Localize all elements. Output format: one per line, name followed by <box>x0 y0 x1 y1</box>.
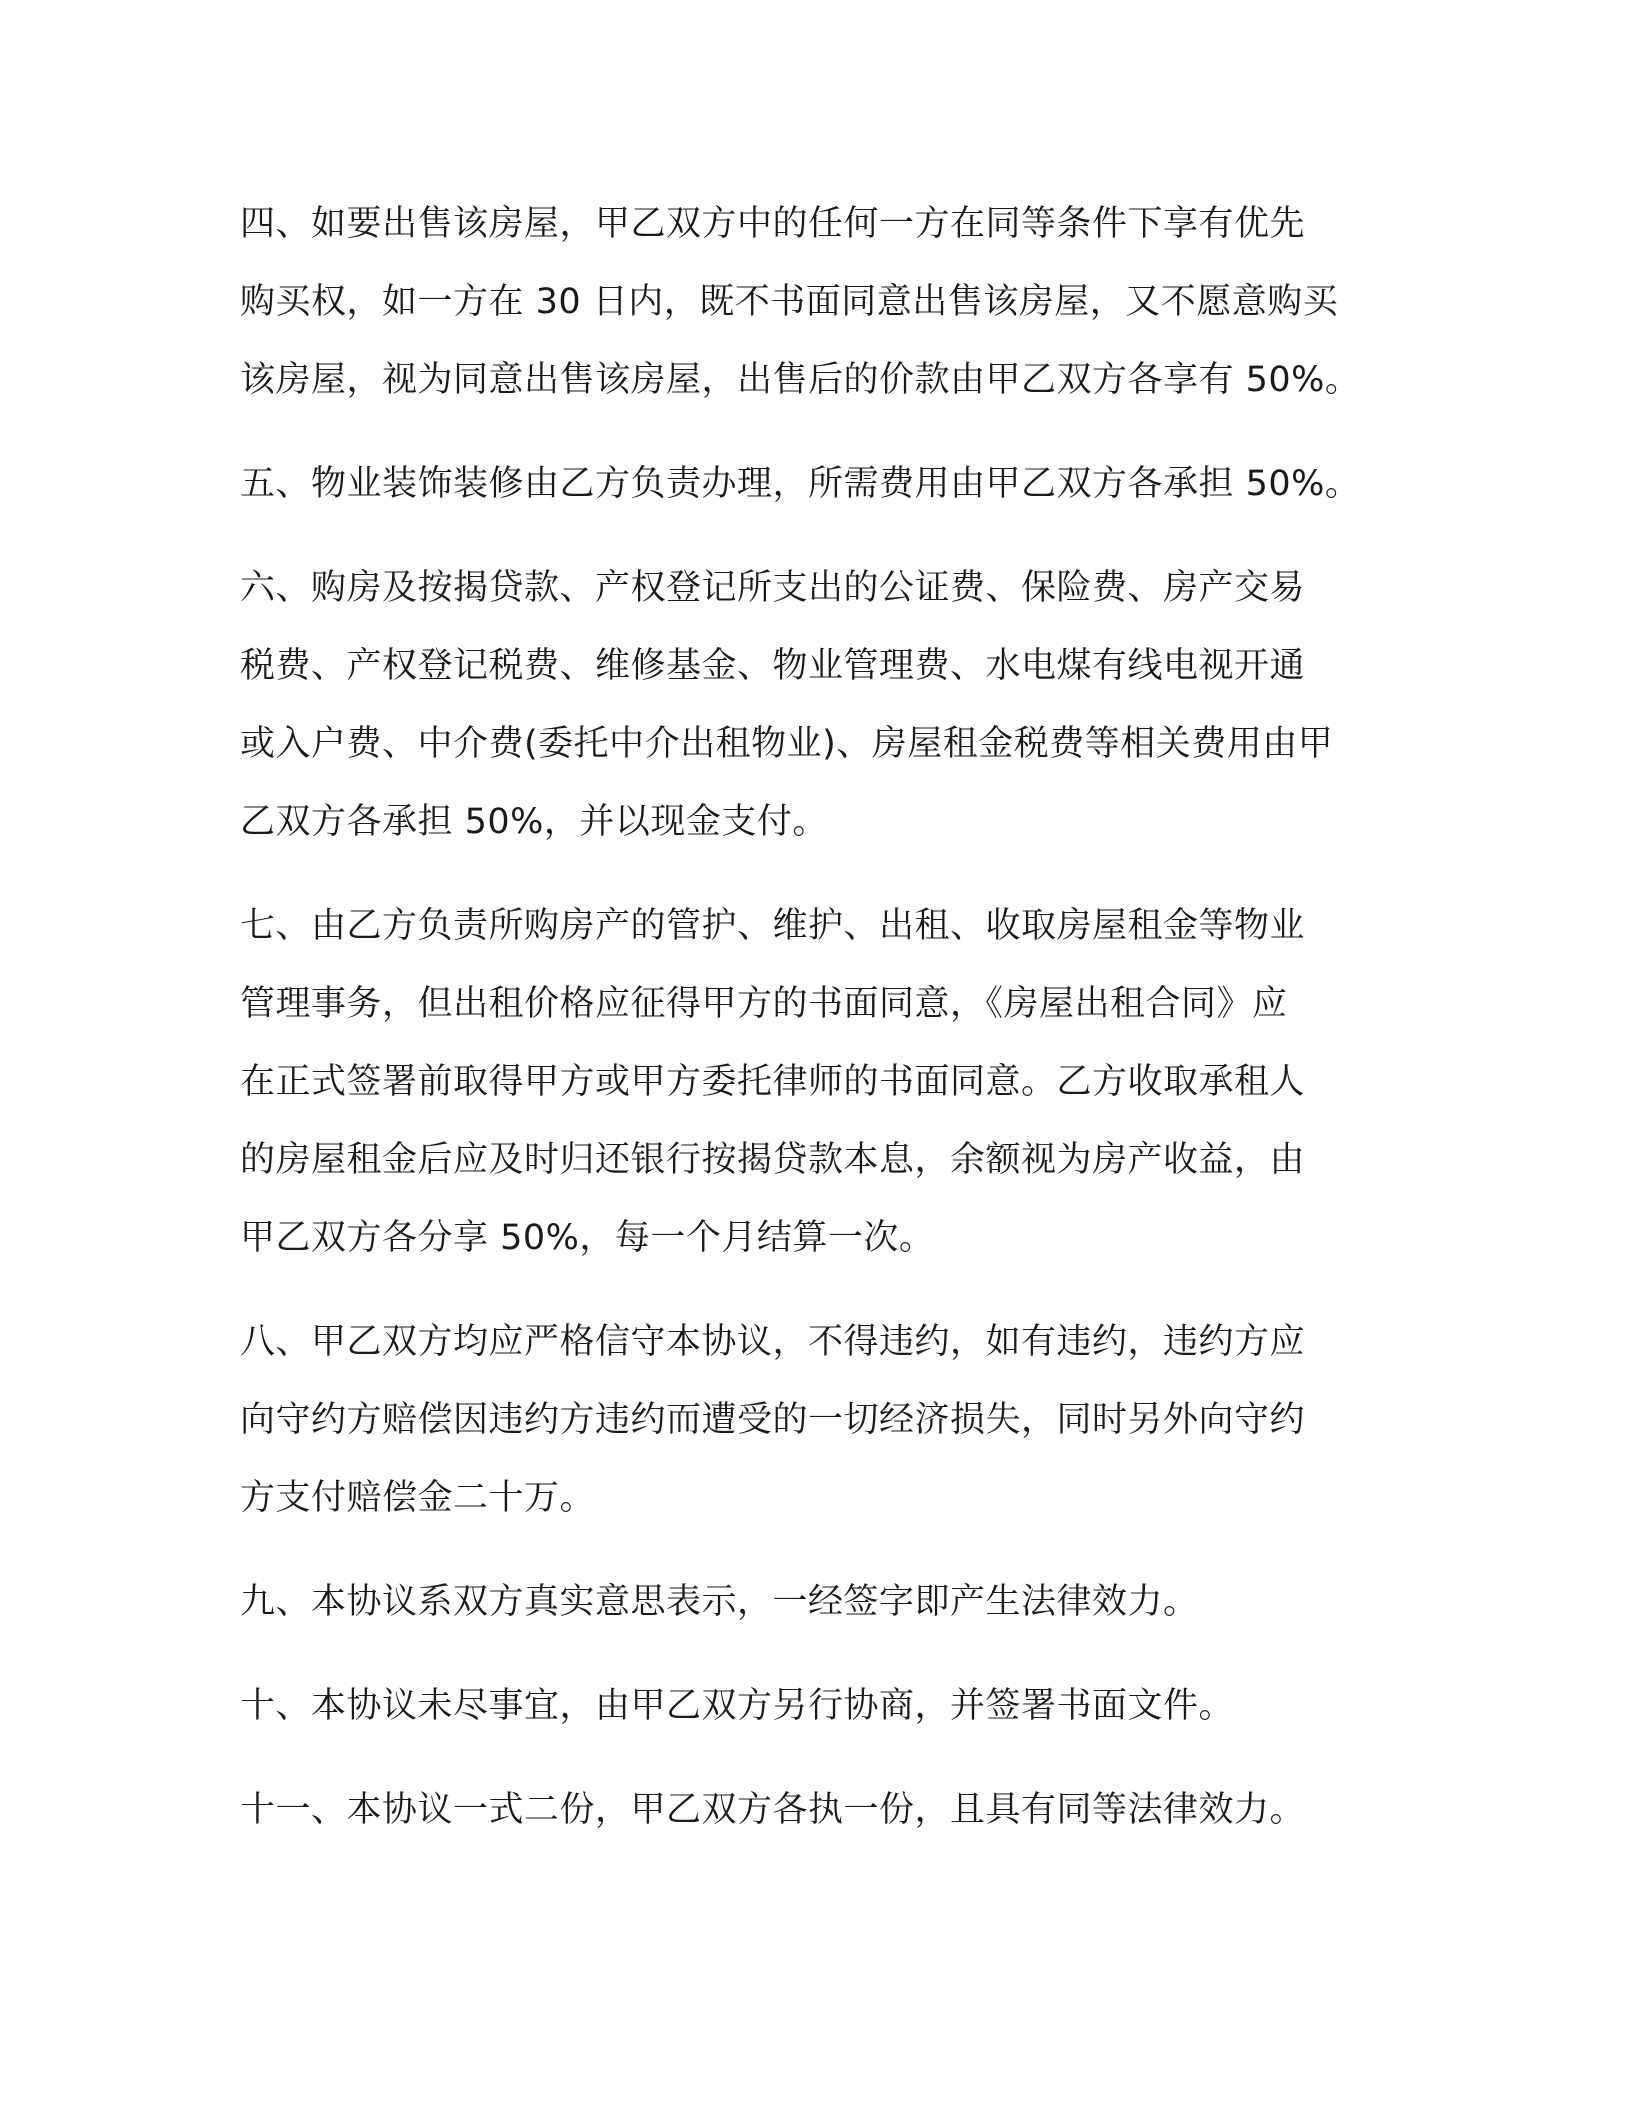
clause-line: 该房屋，视为同意出售该房屋，出售后的价款由甲乙双方各享有 50%。 <box>240 360 1361 400</box>
clause-line: 十、本协议未尽事宜，由甲乙双方另行协商，并签署书面文件。 <box>240 1686 1235 1726</box>
clause-line: 八、甲乙双方均应严格信守本协议，不得违约，如有违约，违约方应 <box>240 1322 1306 1362</box>
clause-line: 五、物业装饰装修由乙方负责办理，所需费用由甲乙双方各承担 50%。 <box>240 464 1361 504</box>
clause-line: 购买权，如一方在 30 日内，既不书面同意出售该房屋，又不愿意购买 <box>240 282 1339 322</box>
clause-line: 甲乙双方各分享 50%，每一个月结算一次。 <box>240 1218 935 1258</box>
clause-line: 四、如要出售该房屋，甲乙双方中的任何一方在同等条件下享有优先 <box>240 204 1306 244</box>
clause-line: 乙双方各承担 50%，并以现金支付。 <box>240 802 828 842</box>
clause-line: 在正式签署前取得甲方或甲方委托律师的书面同意。乙方收取承租人 <box>240 1062 1306 1102</box>
clause-line: 方支付赔偿金二十万。 <box>240 1478 596 1518</box>
document-body <box>240 185 1400 1875</box>
clause-line: 九、本协议系双方真实意思表示，一经签字即产生法律效力。 <box>240 1582 1199 1622</box>
clause-line: 十一、本协议一式二份，甲乙双方各执一份，且具有同等法律效力。 <box>240 1790 1306 1830</box>
clause-9 <box>240 1563 1400 1641</box>
clause-7 <box>240 887 1400 1277</box>
clause-11 <box>240 1771 1400 1849</box>
clause-line: 七、由乙方负责所购房产的管护、维护、出租、收取房屋租金等物业 <box>240 906 1306 946</box>
clause-line: 或入户费、中介费(委托中介出租物业)、房屋租金税费等相关费用由甲 <box>240 724 1334 764</box>
clause-10 <box>240 1667 1400 1745</box>
clause-4 <box>240 185 1400 419</box>
clause-line: 向守约方赔偿因违约方违约而遭受的一切经济损失，同时另外向守约 <box>240 1400 1306 1440</box>
clause-8 <box>240 1303 1400 1537</box>
clause-line: 管理事务，但出租价格应征得甲方的书面同意，《房屋出租合同》应 <box>240 984 1288 1024</box>
clause-6 <box>240 549 1400 861</box>
clause-line: 的房屋租金后应及时归还银行按揭贷款本息，余额视为房产收益，由 <box>240 1140 1306 1180</box>
clause-line: 六、购房及按揭贷款、产权登记所支出的公证费、保险费、房产交易 <box>240 568 1306 608</box>
clause-line: 税费、产权登记税费、维修基金、物业管理费、水电煤有线电视开通 <box>240 646 1306 686</box>
clause-5 <box>240 445 1400 523</box>
